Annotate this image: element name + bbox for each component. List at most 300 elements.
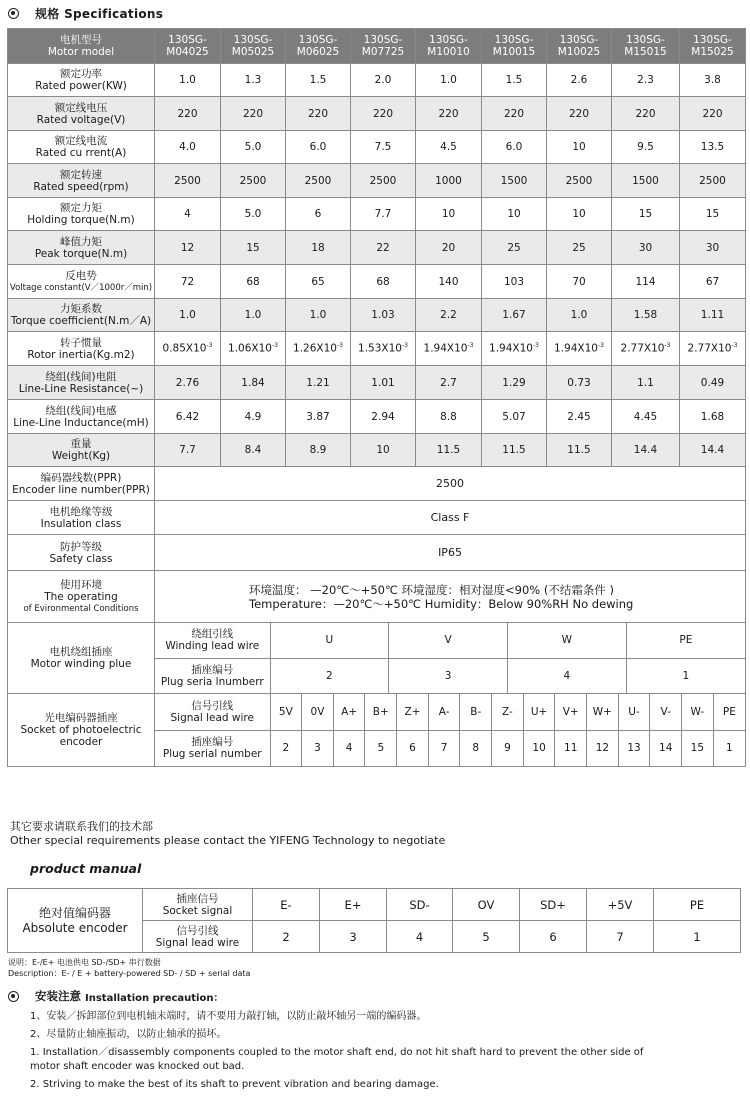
spec-value: 2500: [436, 477, 464, 490]
spec-label-en: Line-Line Resistance(~): [18, 382, 144, 395]
spec-label-cell: [8, 64, 155, 97]
sub-row: [155, 623, 745, 658]
spec-value-cell: [416, 97, 482, 131]
sub-label-en: Plug seria lnumberr: [160, 675, 264, 688]
spec-value: 10: [441, 208, 456, 220]
spec-value-cell: [612, 332, 680, 366]
spec-value-cell: [482, 64, 547, 97]
exponent: -3: [206, 342, 213, 350]
spec-label-cell: [8, 97, 155, 131]
spec-span-value: [155, 467, 746, 501]
sub-label-cell: [155, 694, 270, 730]
absolute-encoder-label: [8, 889, 143, 953]
spec-value: 3.87: [306, 410, 330, 423]
exponent: -3: [597, 342, 604, 350]
spec-value: 6.0: [505, 141, 523, 153]
spec-value-cell: [221, 332, 286, 366]
spec-value-cell: [221, 131, 286, 164]
spec-value-cell: [221, 198, 286, 231]
spec-value-cell: [547, 265, 612, 299]
winding-lead-cell: [626, 623, 745, 658]
spec-value: 1.67: [502, 309, 526, 321]
model-series: 130SG-: [626, 34, 665, 46]
spec-value: 12: [180, 241, 195, 254]
spec-span-value: [155, 501, 746, 535]
contact-note: [10, 820, 445, 848]
spec-value: 1500: [632, 174, 659, 187]
spec-label-cell: [8, 231, 155, 265]
spec-value-cell: [680, 332, 746, 366]
spec-value: 2.7: [440, 376, 457, 389]
spec-label-cell: [8, 131, 155, 164]
spec-value-cell: [155, 164, 221, 198]
spec-value-cell: [155, 400, 221, 434]
socket-signal-cell: [387, 889, 453, 921]
winding-lead-cell: [508, 623, 627, 658]
spec-value-cell: [482, 164, 547, 198]
encoder-signal-cell: [460, 694, 492, 730]
sub-value: 15: [690, 742, 705, 755]
sub-value: 13: [627, 742, 641, 755]
spec-value-cell: [680, 434, 746, 467]
spec-label-cn: 峰值力矩: [60, 235, 102, 248]
spec-value: 1.5: [309, 74, 327, 86]
spec-label-cell: [8, 198, 155, 231]
sub-value: 5V: [278, 705, 293, 718]
spec-value: 11.5: [502, 444, 526, 456]
model-series: 130SG-: [298, 34, 338, 46]
spec-value: 1.0: [244, 309, 262, 321]
spec-label-en: Socket of photoelectric: [20, 724, 142, 736]
encoder-plug-cell: [460, 730, 492, 766]
spec-value: 8.8: [440, 410, 457, 423]
spec-value-cell: [680, 400, 746, 434]
model-code: M10025: [557, 46, 601, 58]
spec-value-cell: [482, 131, 547, 164]
spec-value-cell: [155, 265, 221, 299]
header-row: [8, 29, 746, 64]
spec-label-cn: 绕组(线间)电感: [45, 404, 117, 417]
sub-value: 4: [345, 742, 353, 755]
spec-value: 2.2: [440, 309, 457, 321]
spec-value: 1.26X10: [293, 342, 337, 355]
spec-value-cell: [680, 299, 746, 332]
signal-lead-value: 2: [282, 929, 290, 944]
spec-label-en: Weight(Kg): [51, 450, 111, 462]
spec-row: [8, 299, 746, 332]
encoder-plug-cell: [333, 730, 365, 766]
encoder-plug-cell: [713, 730, 745, 766]
spec-row: [8, 434, 746, 467]
bullet-icon: [8, 8, 19, 19]
spec-value: 2500: [174, 174, 201, 187]
spec-value: 1.0: [440, 74, 457, 86]
signal-lead-value: 1: [693, 929, 701, 944]
encoder-plug-cell: [682, 730, 714, 766]
spec-value: 1500: [500, 174, 528, 187]
model-code: M10010: [427, 46, 470, 58]
spec-value-cell: [221, 231, 286, 265]
spec-value: 3.8: [704, 74, 721, 86]
encoder-plug-cell: [270, 730, 302, 766]
environment-line-en: Temperature：—20℃～+50℃ Humidity：Below 90%RH No dewing: [249, 596, 634, 611]
spec-label-en: Line-Line Inductance(mH): [13, 416, 149, 429]
spec-value-cell: [482, 366, 547, 400]
spec-value: 220: [372, 107, 394, 120]
spec-value-cell: [286, 198, 351, 231]
spec-value: 1.84: [241, 376, 265, 389]
spec-value: 11.5: [436, 444, 461, 456]
sub-value: U+: [530, 705, 548, 718]
insulation-row: [8, 501, 746, 535]
spec-label-cell: [8, 299, 155, 332]
encoder-signal-cell: [682, 694, 714, 730]
socket-signal-cell: [320, 889, 387, 921]
spec-value-cell: [221, 64, 286, 97]
spec-value: 103: [503, 275, 525, 288]
spec-label-cn: 防护等级: [60, 540, 102, 553]
model-header-cell: [351, 29, 416, 64]
sub-value: 1: [682, 669, 690, 682]
spec-value: 1.5: [505, 74, 523, 86]
spec-value-cell: [482, 299, 547, 332]
model-header-cell: [221, 29, 286, 64]
spec-label-cn: 光电编码器插座: [44, 712, 118, 724]
spec-value-cell: [482, 231, 547, 265]
model-series: 130SG-: [429, 34, 468, 46]
spec-value-cell: [286, 64, 351, 97]
encoder-plug-cell: [302, 730, 334, 766]
spec-value: 1.21: [306, 376, 330, 389]
spec-value: IP65: [438, 546, 462, 559]
socket-signal-label: [143, 889, 253, 921]
spec-row: [8, 64, 746, 97]
spec-value: Class F: [430, 511, 470, 524]
spec-value-cell: [547, 198, 612, 231]
winding-plug-cell: [270, 658, 389, 693]
header-label-cell: [8, 29, 155, 64]
spec-label-cell: [8, 623, 155, 694]
spec-value: 1.0: [309, 309, 327, 321]
spec-value-cell: [612, 97, 680, 131]
model-code: M15015: [624, 46, 667, 58]
spec-value-cell: [680, 131, 746, 164]
spec-value: 1.0: [179, 309, 196, 321]
spec-value-cell: [351, 400, 416, 434]
spec-value-cell: [416, 231, 482, 265]
spec-value-cell: [547, 332, 612, 366]
spec-value-cell: [221, 366, 286, 400]
spec-value-cell: [680, 231, 746, 265]
exponent: -3: [532, 342, 539, 350]
socket-signal-cell: [253, 889, 320, 921]
socket-signal-value: OV: [477, 897, 495, 912]
sub-value: W: [561, 634, 573, 647]
spec-value: 4: [184, 208, 191, 220]
spec-value-cell: [221, 164, 286, 198]
spec-value-cell: [351, 231, 416, 265]
socket-signal-value: SD+: [540, 897, 566, 912]
spec-value: 10: [376, 444, 390, 456]
spec-value-cell: [547, 97, 612, 131]
spec-value: 220: [177, 107, 198, 120]
encoder-signal-cell: [587, 694, 619, 730]
spec-value-cell: [155, 231, 221, 265]
header-label-cn: 电机型号: [60, 34, 102, 46]
spec-value: 220: [503, 107, 525, 120]
spec-label-cn: 额定力矩: [60, 202, 102, 214]
sub-value: 11: [564, 742, 578, 755]
absolute-encoder-label-cn: 绝对值编码器: [38, 905, 111, 920]
spec-value-cell: [351, 265, 416, 299]
sub-value: 3: [444, 669, 452, 682]
spec-value-cell: [286, 97, 351, 131]
spec-value-cell: [416, 400, 482, 434]
installation-header: [8, 988, 223, 1004]
spec-value-cell: [547, 164, 612, 198]
model-header-cell: [155, 29, 221, 64]
spec-label-en: Rated power(KW): [35, 80, 127, 92]
product-manual-title: product manual: [30, 861, 142, 876]
spec-value: 1.01: [371, 376, 395, 389]
spec-value-cell: [351, 299, 416, 332]
spec-value: 1.06X10: [228, 342, 272, 355]
spec-row: [8, 164, 746, 198]
spec-label-en: Rated voltage(V): [36, 113, 126, 126]
exponent: -3: [731, 342, 738, 350]
spec-value-cell: [351, 198, 416, 231]
model-header-cell: [612, 29, 680, 64]
spec-label-en: Safety class: [49, 552, 113, 565]
environment-row: [8, 571, 746, 623]
spec-value-cell: [612, 265, 680, 299]
spec-value-cell: [547, 366, 612, 400]
spec-value-cell: [612, 400, 680, 434]
spec-row: [8, 131, 746, 164]
spec-value: 1.94X10: [423, 342, 468, 355]
spec-value: 10: [572, 208, 586, 220]
description-note: [8, 958, 250, 979]
spec-value: 5.07: [502, 410, 526, 423]
spec-value: 220: [242, 107, 264, 120]
spec-value: 220: [635, 107, 656, 120]
installation-list: [30, 1010, 670, 1096]
sub-value: W-: [690, 705, 705, 718]
spec-value: 220: [438, 107, 459, 120]
spec-value: 68: [376, 275, 390, 288]
spec-value-cell: [155, 332, 221, 366]
spec-label-cell: [8, 535, 155, 571]
spec-row: [8, 265, 746, 299]
spec-value-cell: [221, 97, 286, 131]
spec-label-en: Holding torque(N.m): [27, 214, 135, 226]
spec-value: 30: [705, 241, 720, 254]
spec-value-cell: [547, 64, 612, 97]
spec-value-cell: [416, 198, 482, 231]
sub-value: V-: [660, 705, 671, 718]
spec-label-en: Insulation class: [40, 517, 122, 530]
sub-value: Z+: [404, 705, 421, 718]
spec-value: 2500: [699, 174, 726, 187]
signal-lead-label: [143, 921, 253, 953]
environment-value: [155, 571, 746, 623]
sub-value: V: [444, 634, 452, 647]
socket-signal-cell: [654, 889, 741, 921]
spec-value: 140: [438, 275, 459, 288]
photo-encoder-row: [8, 694, 746, 767]
spec-value: 1.0: [570, 309, 588, 321]
spec-label-cn: 电机绕组插座: [49, 646, 113, 658]
spec-value: 0.49: [700, 376, 725, 389]
spec-value-cell: [351, 434, 416, 467]
spec-value-cell: [416, 265, 482, 299]
spec-value: 25: [572, 241, 586, 254]
signal-lead-value: 3: [349, 929, 357, 944]
spec-value-cell: [547, 299, 612, 332]
spec-value: 65: [311, 275, 325, 288]
model-header-cell: [680, 29, 746, 64]
spec-value: 4.9: [244, 410, 262, 423]
model-series: 130SG-: [559, 34, 599, 46]
sub-label-cell: [155, 730, 270, 766]
spec-label-cell: [8, 694, 155, 767]
sub-value: PE: [722, 705, 736, 718]
spec-value-cell: [286, 366, 351, 400]
spec-value: 70: [572, 275, 586, 288]
spec-value-cell: [286, 299, 351, 332]
signal-lead-cn: 信号引线: [176, 924, 219, 937]
encoder-signal-cell: [365, 694, 397, 730]
spec-value-cell: [680, 97, 746, 131]
encoder-row: [8, 467, 746, 501]
spec-label-en: Motor winding plue: [30, 658, 132, 670]
sub-label-cell: [155, 658, 270, 693]
signal-lead-value: 7: [616, 929, 624, 944]
sub-label-en: Signal lead wire: [170, 711, 254, 724]
spec-value-cell: [612, 131, 680, 164]
spec-value: 2.77X10: [687, 342, 732, 355]
spec-label-en: Peak torque(N.m): [34, 247, 128, 260]
model-code: M05025: [231, 46, 275, 58]
environment-line-cn: 环境温度： —20℃～+50℃ 环境湿度：相对湿度<90% (不结霜条件 ): [249, 582, 615, 597]
spec-value-cell: [612, 231, 680, 265]
encoder-signal-cell: [713, 694, 745, 730]
spec-value-cell: [482, 434, 547, 467]
encoder-plug-cell: [365, 730, 397, 766]
spec-value-cell: [416, 64, 482, 97]
signal-lead-cell: [253, 921, 320, 953]
winding-row: [8, 623, 746, 694]
spec-value-cell: [221, 434, 286, 467]
winding-row-detail: [155, 623, 746, 694]
sub-value: PE: [679, 634, 693, 647]
sub-label-cn: 信号引线: [191, 699, 234, 712]
spec-value-cell: [416, 299, 482, 332]
spec-value: 13.5: [700, 141, 725, 153]
spec-value-cell: [155, 299, 221, 332]
spec-value: 1.11: [700, 309, 725, 321]
section-header: [8, 4, 163, 22]
spec-label-cell: [8, 332, 155, 366]
model-series: 130SG-: [494, 34, 534, 46]
sub-label-cn: 绕组引线: [191, 628, 234, 641]
spec-value-cell: [416, 366, 482, 400]
spec-value-cell: [155, 97, 221, 131]
spec-value-cell: [680, 64, 746, 97]
spec-value: 220: [702, 107, 723, 120]
encoder-signal-cell: [302, 694, 334, 730]
spec-value-cell: [680, 164, 746, 198]
signal-lead-value: 4: [415, 929, 424, 944]
spec-value-cell: [286, 332, 351, 366]
spec-label-cell: [8, 366, 155, 400]
spec-value-cell: [680, 366, 746, 400]
spec-value: 7.7: [374, 208, 392, 220]
spec-value-cell: [612, 299, 680, 332]
spec-value: 114: [635, 275, 656, 288]
spec-value: 15: [246, 241, 260, 254]
encoder-signal-cell: [492, 694, 524, 730]
spec-label-cn: 额定转速: [60, 168, 102, 181]
sub-value: 4: [563, 669, 571, 682]
spec-value: 15: [638, 208, 653, 220]
spec-label-cn: 重量: [70, 438, 92, 450]
spec-value-cell: [286, 434, 351, 467]
socket-signal-en: Socket signal: [162, 904, 233, 917]
sub-label-en: Winding lead wire: [165, 640, 260, 653]
sub-row: [155, 730, 745, 766]
spec-value-cell: [547, 434, 612, 467]
model-series: 130SG-: [693, 34, 732, 46]
sub-value: 10: [532, 742, 546, 755]
model-code: M15025: [691, 46, 734, 58]
spec-value-cell: [482, 97, 547, 131]
spec-value: 9.5: [637, 141, 654, 153]
sub-row: [155, 658, 745, 693]
spec-value-cell: [416, 332, 482, 366]
signal-lead-en: Signal lead wire: [155, 936, 240, 949]
winding-lead-cell: [389, 623, 508, 658]
spec-value: 2.0: [374, 74, 392, 86]
spec-value-cell: [155, 131, 221, 164]
sub-label-cell: [155, 623, 270, 658]
sub-value: 7: [440, 742, 448, 755]
absolute-encoder-table: [7, 888, 741, 953]
spec-value-cell: [286, 231, 351, 265]
spec-value: 25: [507, 241, 521, 254]
spec-value-cell: [351, 164, 416, 198]
spec-value: 2.6: [570, 74, 588, 86]
spec-value-cell: [286, 164, 351, 198]
installation-title-en: Installation precaution：: [85, 992, 224, 1004]
sub-value: 14: [659, 742, 673, 755]
spec-label-cell: [8, 434, 155, 467]
spec-label-cn: 转子惯量: [60, 336, 102, 349]
spec-value-cell: [612, 366, 680, 400]
spec-value: 7.7: [179, 444, 196, 456]
socket-signal-value: E-: [280, 897, 292, 912]
spec-value: 30: [638, 241, 653, 254]
sub-value: 1: [726, 742, 733, 755]
encoder-signal-cell: [270, 694, 302, 730]
sub-value: 12: [595, 742, 610, 755]
sub-row: [155, 694, 745, 730]
spec-value-cell: [351, 131, 416, 164]
spec-label-cn: 编码器线数(PPR): [40, 471, 122, 484]
socket-signal-row: [8, 889, 741, 921]
spec-value: 67: [705, 275, 720, 288]
spec-value: 4.0: [179, 141, 196, 153]
